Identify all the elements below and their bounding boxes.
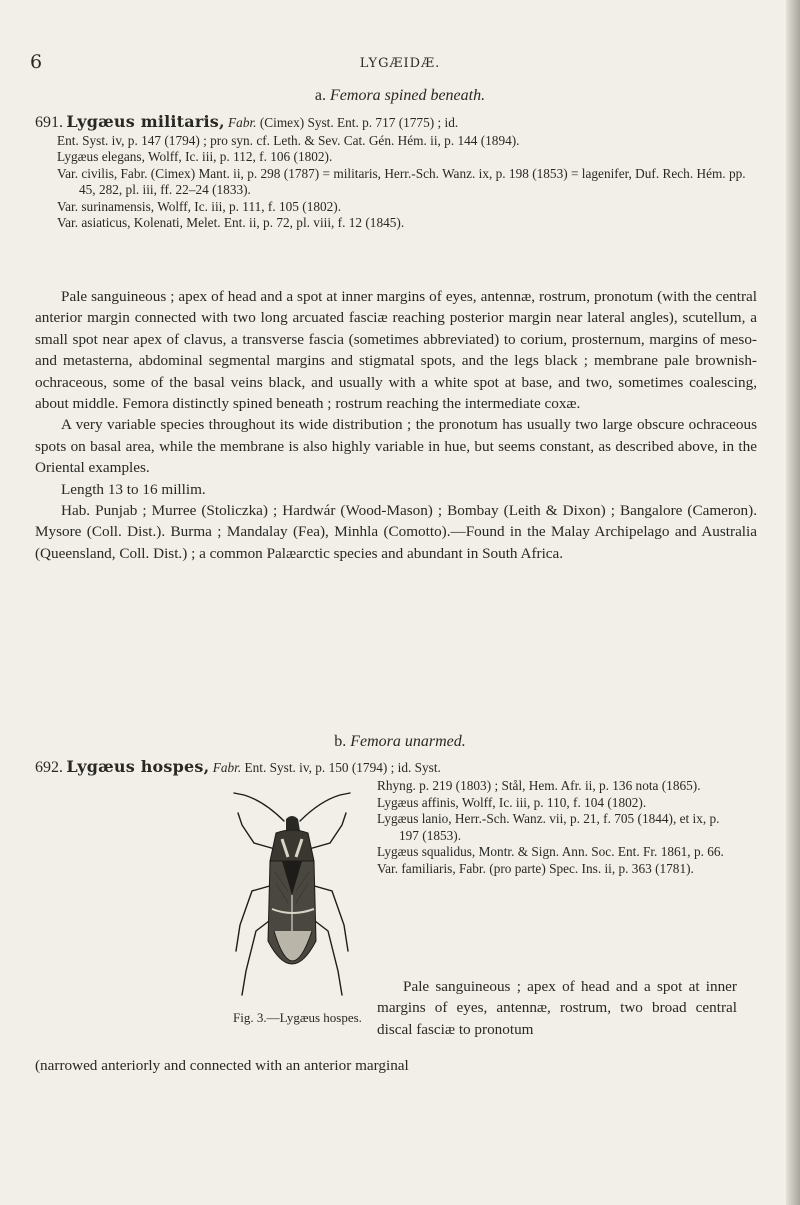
- running-title: LYGÆIDÆ.: [359, 56, 441, 71]
- entry-691-synonymy: [35, 114, 755, 232]
- entry-691-syn-0: Ent. Syst. iv, p. 147 (1794) ; pro syn. cf. Leth. & Sev. Cat. Gén. Hém. ii, p. 144 (1894).: [57, 132, 520, 148]
- entry-691-syn-4: Var. asiaticus, Kolenati, Melet. Ent. ii, p. 72, pl. viii, f. 12 (1845).: [57, 215, 405, 230]
- entry-691-citation: (Cimex) Syst. Ent. p. 717 (1775) ; id.: [259, 115, 459, 130]
- head: [286, 816, 300, 831]
- entry-692-syn-0: Rhyng. p. 219 (1803) ; Stål, Hem. Afr. ii, p. 136 nota (1865).: [377, 778, 701, 793]
- entry-691-variability: A very variable species throughout its wide distribution ; the pronotum has usually two large obscure ochraceous spots on basal area, while the membrane is also highly variable in hue, but seems constant, as described above, in the Oriental examples.: [35, 416, 757, 477]
- entry-691-heading: [35, 114, 755, 132]
- entry-692-syn-2: Lygæus lanio, Herr.-Sch. Wanz. vii, p. 21, f. 705 (1844), et ix, p. 197 (1853).: [377, 811, 720, 843]
- entry-692-citation: Ent. Syst. iv, p. 150 (1794) ; id. Syst.: [244, 760, 441, 775]
- section-a-letter: a.: [314, 87, 327, 104]
- entry-691-species: Lygæus militaris,: [66, 112, 225, 131]
- entry-691-author: Fabr.: [228, 115, 257, 130]
- page-number: 6: [30, 51, 43, 73]
- section-b-heading: [0, 733, 800, 751]
- entry-692-description-continued: (narrowed anteriorly and connected with an anterior marginal: [35, 1057, 409, 1074]
- entry-692-syn-1: Lygæus affinis, Wolff, Ic. iii, p. 110, f. 104 (1802).: [377, 794, 647, 810]
- entry-691-habitat: Hab. Punjab ; Murree (Stoliczka) ; Hardwár (Wood-Mason) ; Bombay (Leith & Dixon) ; Bangalore (Cameron). Mysore (Coll. Dist.). Burma ; Mandalay (Fea), Minhla (Comotto).—Found in the Malay Archipelago and Australia (Queensland, Coll. Dist.) ; a common Palæarctic species and abundant in South Africa.: [35, 502, 757, 562]
- entry-691-syn-3: Var. surinamensis, Wolff, Ic. iii, p. 111, f. 105 (1802).: [57, 198, 342, 214]
- section-a-title: Femora spined beneath.: [330, 87, 486, 104]
- entry-691-body: [35, 286, 757, 564]
- entry-691-syn-2: Var. civilis, Fabr. (Cimex) Mant. ii, p. 298 (1787) = militaris, Herr.-Sch. Wanz. ix, p. 198 (1853) = lagenifer, Duf. Rech. Hém. pp. 45, 282, pl. iii, ff. 22–24 (1833).: [57, 165, 746, 197]
- section-b-title: Femora unarmed.: [350, 733, 466, 750]
- entry-691-description: Pale sanguineous ; apex of head and a spot at inner margins of eyes, antennæ, rostrum, pronotum (with the central anterior margin connected with two long arcuated fasciæ reaching posterior margin near lateral angles), scutellum, a small spot near apex of clavus, a transverse fascia (sometimes abbreviated) to corium, prosternum, margins of meso- and metasterna, abdominal segmental margins and stigmatal spots, and the legs black ; membrane pale brownish-ochraceous, some of the basal veins black, and usually with a white spot at base, and two, sometimes coalescing, about middle. Femora distinctly spined beneath ; rostrum reaching the intermediate coxæ.: [35, 288, 757, 413]
- entry-692-syn-4: Var. familiaris, Fabr. (pro parte) Spec. Ins. ii, p. 363 (1781).: [377, 860, 694, 876]
- right-antenna: [300, 793, 350, 821]
- entry-692-synonymy: [377, 778, 737, 877]
- lygaeus-hospes-figure: [224, 791, 360, 1009]
- entry-691-length: Length 13 to 16 millim.: [61, 480, 206, 498]
- left-antenna: [234, 793, 284, 821]
- figure-caption: Fig. 3.—Lygæus hospes.: [233, 1010, 362, 1025]
- entry-692-author: Fabr.: [212, 760, 242, 775]
- pronotum: [270, 830, 314, 861]
- entry-691-syn-1: Lygæus elegans, Wolff, Ic. iii, p. 112, f. 106 (1802).: [57, 149, 333, 164]
- entry-692-description: Pale sanguineous ; apex of head and a spot at inner margins of eyes, antennæ, rostrum, two broad central discal fasciæ to pronotum: [377, 978, 737, 1038]
- section-a-heading: [0, 87, 800, 105]
- entry-691-number: 691.: [35, 114, 63, 131]
- entry-692-description-column: [377, 976, 737, 1040]
- entry-692-species: Lygæus hospes,: [66, 757, 210, 776]
- entry-692-syn-3: Lygæus squalidus, Montr. & Sign. Ann. Soc. Ent. Fr. 1861, p. 66.: [377, 844, 724, 859]
- entry-692-number: 692.: [35, 759, 63, 776]
- page-edge-shadow: [786, 0, 800, 1205]
- entry-692-description-fullwidth: [35, 1055, 760, 1076]
- section-b-letter: b.: [334, 733, 347, 750]
- entry-692-heading: [35, 759, 760, 777]
